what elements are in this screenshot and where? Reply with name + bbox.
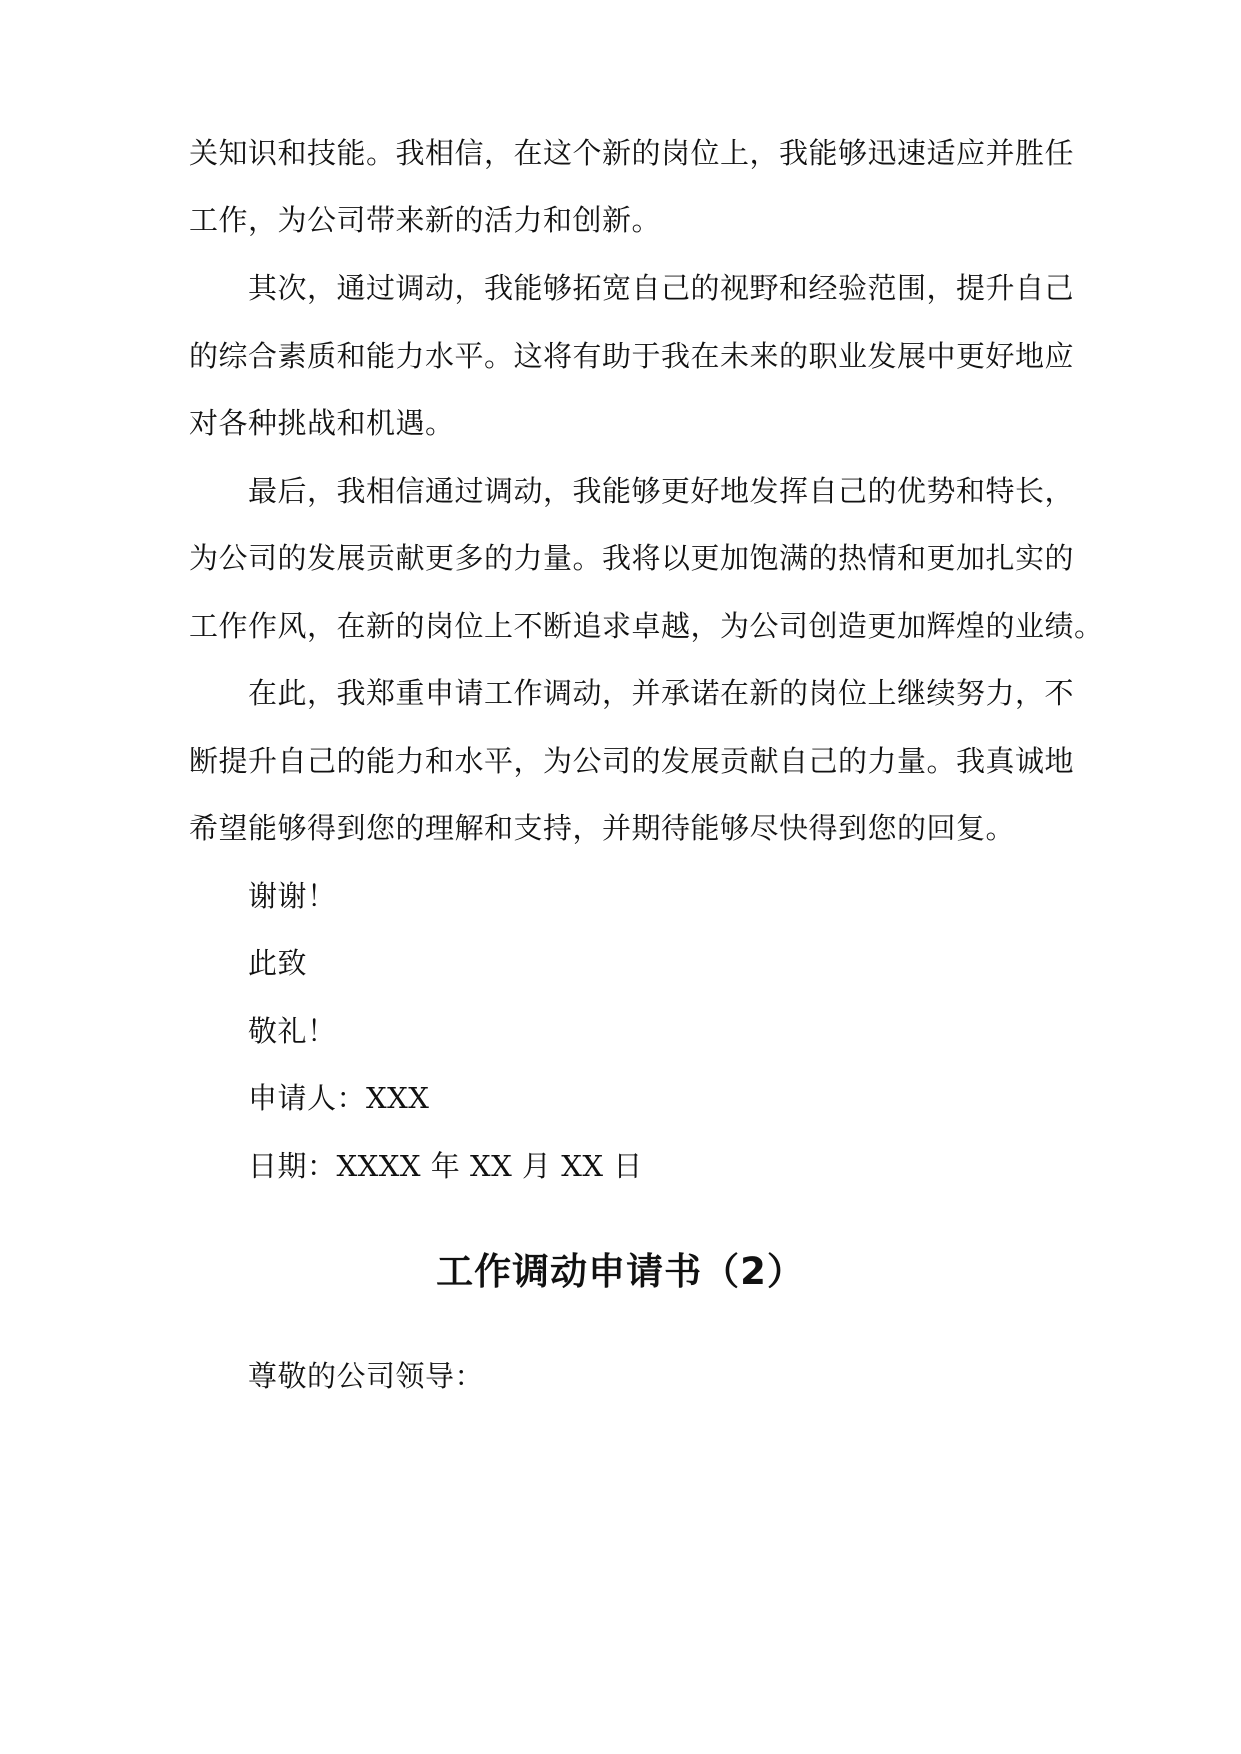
- body-line: 工作作风，在新的岗位上不断追求卓越，为公司创造更加辉煌的业绩。: [189, 609, 1104, 643]
- body-line: 希望能够得到您的理解和支持，并期待能够尽快得到您的回复。: [189, 811, 1016, 845]
- body-line: 的综合素质和能力水平。这将有助于我在未来的职业发展中更好地应: [189, 339, 1075, 373]
- applicant-line: 申请人：XXX: [248, 1081, 430, 1115]
- letter-title: 工作调动申请书（2）: [436, 1250, 805, 1293]
- body-line: 其次，通过调动，我能够拓宽自己的视野和经验范围，提升自己: [248, 271, 1075, 305]
- body-line: 最后，我相信通过调动，我能够更好地发挥自己的优势和特长，: [248, 474, 1075, 508]
- body-line: 对各种挑战和机遇。: [189, 406, 455, 440]
- body-line: 关知识和技能。我相信，在这个新的岗位上，我能够迅速适应并胜任: [189, 136, 1075, 170]
- body-line: 在此，我郑重申请工作调动，并承诺在新的岗位上继续努力，不: [248, 676, 1075, 710]
- thanks-line: 谢谢！: [248, 879, 337, 913]
- closing-line: 敬礼！: [248, 1014, 337, 1048]
- body-line: 为公司的发展贡献更多的力量。我将以更加饱满的热情和更加扎实的: [189, 541, 1075, 575]
- closing-line: 此致: [248, 946, 308, 980]
- body-line: 断提升自己的能力和水平，为公司的发展贡献自己的力量。我真诚地: [189, 744, 1075, 778]
- salutation-line: 尊敬的公司领导：: [248, 1359, 485, 1393]
- date-line: 日期：XXXX 年 XX 月 XX 日: [248, 1149, 643, 1183]
- body-line: 工作，为公司带来新的活力和创新。: [189, 203, 662, 237]
